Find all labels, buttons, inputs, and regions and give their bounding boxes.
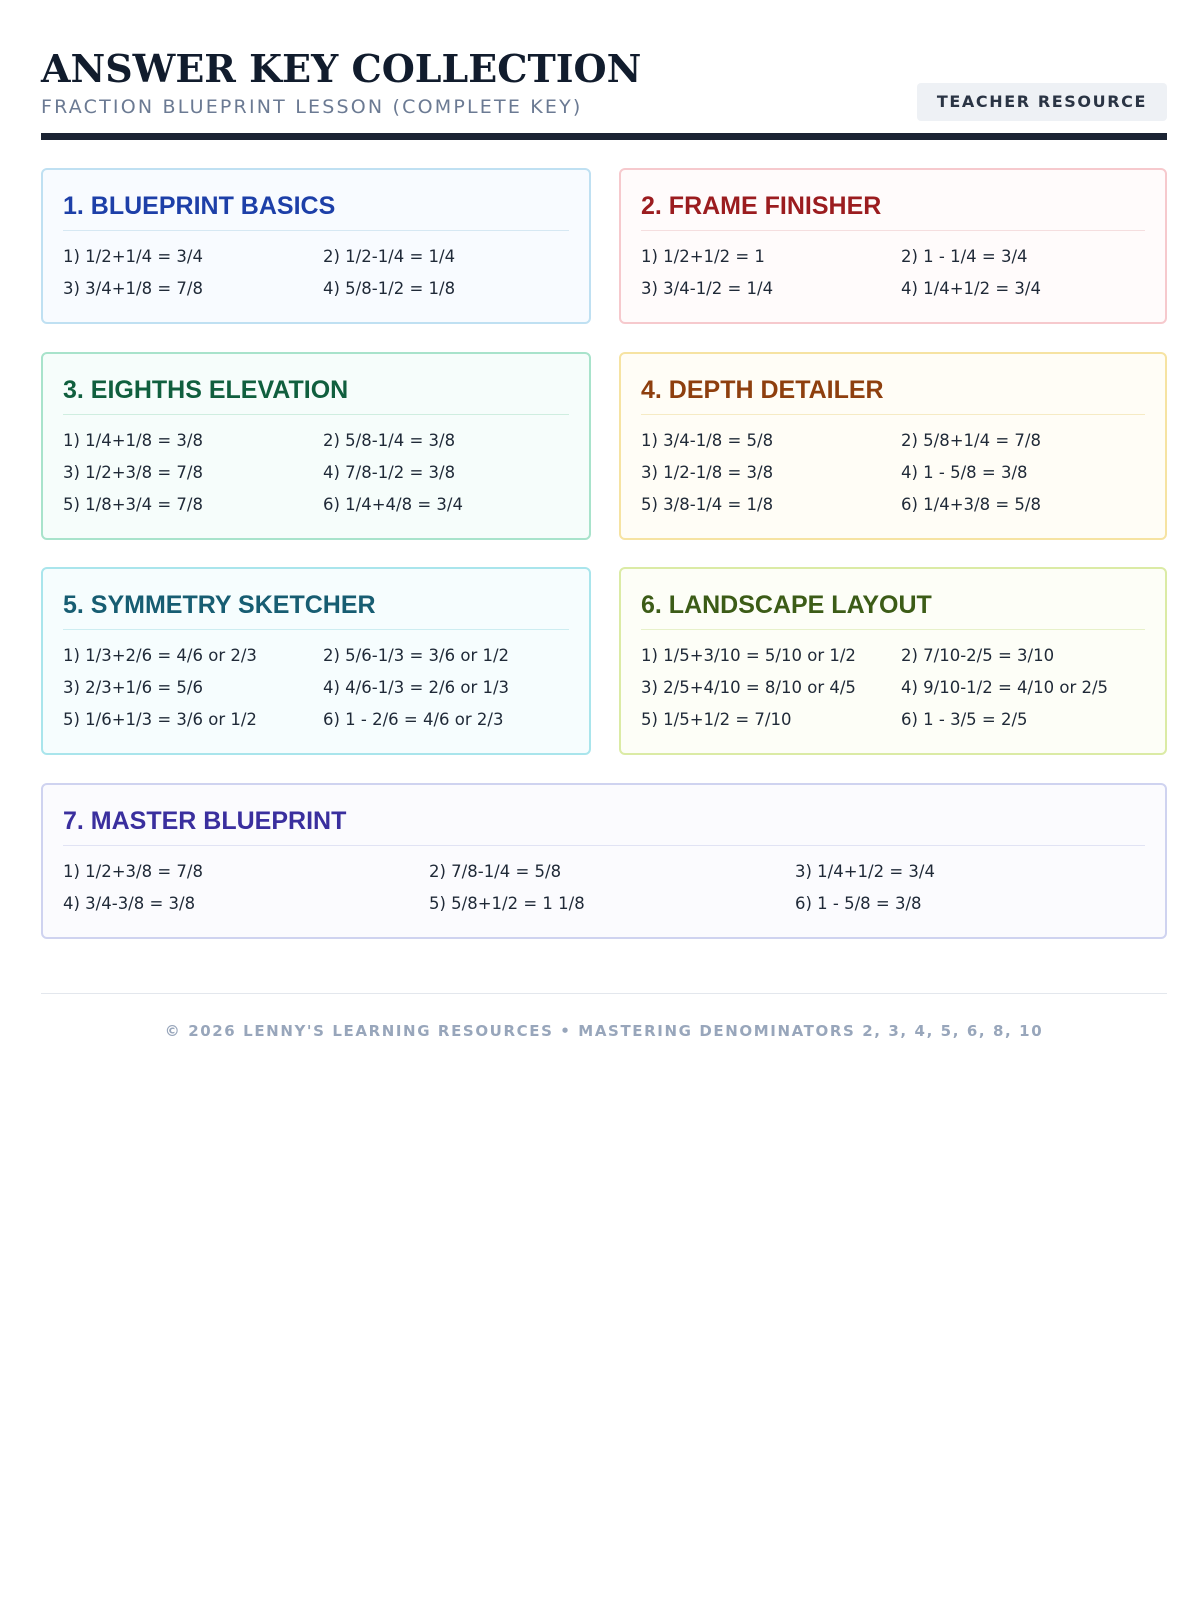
answer-item: 5) 1/5+1/2 = 7/10 [641,710,792,729]
section-title: 4. DEPTH DETAILER [641,376,884,404]
teacher-resource-badge: TEACHER RESOURCE [917,83,1167,121]
answer-item: 2) 7/8-1/4 = 5/8 [429,862,562,881]
section-title: 2. FRAME FINISHER [641,192,882,220]
answer-item: 4) 3/4-3/8 = 3/8 [63,894,196,913]
answer-item: 5) 1/6+1/3 = 3/6 or 1/2 [63,710,257,729]
page-header [41,0,1167,142]
answer-item: 2) 5/8+1/4 = 7/8 [901,431,1041,450]
answer-item: 1) 1/2+1/2 = 1 [641,247,765,266]
answer-item: 4) 7/8-1/2 = 3/8 [323,463,456,482]
answer-list [641,640,1145,736]
answer-item: 5) 3/8-1/4 = 1/8 [641,495,774,514]
section-title: 3. EIGHTHS ELEVATION [63,376,349,404]
page-subtitle: FRACTION BLUEPRINT LESSON (COMPLETE KEY) [41,96,583,118]
answer-list [63,856,1145,920]
answer-list [641,425,1145,521]
answer-item: 4) 9/10-1/2 = 4/10 or 2/5 [901,678,1109,697]
answer-item: 1) 1/5+3/10 = 5/10 or 1/2 [641,646,856,665]
section-card-depth-detailer [619,352,1167,540]
answer-item: 6) 1/4+3/8 = 5/8 [901,495,1041,514]
section-divider [641,629,1145,630]
section-title: 6. LANDSCAPE LAYOUT [641,591,932,619]
answer-item: 3) 3/4-1/2 = 1/4 [641,279,774,298]
answer-item: 1) 1/2+3/8 = 7/8 [63,862,203,881]
answer-item: 4) 1 - 5/8 = 3/8 [901,463,1028,482]
answer-item: 3) 2/3+1/6 = 5/6 [63,678,203,697]
answer-item: 1) 1/2+1/4 = 3/4 [63,247,203,266]
answer-item: 6) 1 - 3/5 = 2/5 [901,710,1028,729]
footer-divider [41,993,1167,994]
section-card-blueprint-basics [41,168,591,324]
answer-list [63,640,569,736]
section-title: 1. BLUEPRINT BASICS [63,192,336,220]
answer-list [63,241,569,305]
answer-item: 6) 1 - 2/6 = 4/6 or 2/3 [323,710,504,729]
answer-item: 4) 1/4+1/2 = 3/4 [901,279,1041,298]
answer-item: 3) 1/2+3/8 = 7/8 [63,463,203,482]
section-card-landscape-layout [619,567,1167,755]
answer-item: 1) 1/4+1/8 = 3/8 [63,431,203,450]
page-title: ANSWER KEY COLLECTION [41,46,642,91]
section-divider [63,230,569,231]
answer-item: 6) 1 - 5/8 = 3/8 [795,894,922,913]
footer-copyright: © 2026 LENNY'S LEARNING RESOURCES • MASTERING DENOMINATORS 2, 3, 4, 5, 6, 8, 10 [164,1022,1044,1040]
answer-item: 3) 1/2-1/8 = 3/8 [641,463,774,482]
answer-item: 2) 5/8-1/4 = 3/8 [323,431,456,450]
section-card-symmetry-sketcher [41,567,591,755]
answer-item: 1) 3/4-1/8 = 5/8 [641,431,774,450]
section-card-eighths-elevation [41,352,591,540]
answer-item: 6) 1/4+4/8 = 3/4 [323,495,463,514]
answer-list [641,241,1145,305]
section-divider [641,230,1145,231]
answer-list [63,425,569,521]
answer-item: 2) 1/2-1/4 = 1/4 [323,247,456,266]
answer-item: 2) 7/10-2/5 = 3/10 [901,646,1055,665]
answer-item: 2) 5/6-1/3 = 3/6 or 1/2 [323,646,510,665]
answer-item: 5) 1/8+3/4 = 7/8 [63,495,203,514]
answer-item: 4) 4/6-1/3 = 2/6 or 1/3 [323,678,510,697]
section-divider [63,414,569,415]
answer-item: 4) 5/8-1/2 = 1/8 [323,279,456,298]
answer-key-page [41,0,1167,1040]
answer-item: 5) 5/8+1/2 = 1 1/8 [429,894,585,913]
answer-item: 3) 2/5+4/10 = 8/10 or 4/5 [641,678,856,697]
section-title: 5. SYMMETRY SKETCHER [63,591,376,619]
answer-item: 3) 1/4+1/2 = 3/4 [795,862,935,881]
answer-item: 3) 3/4+1/8 = 7/8 [63,279,203,298]
section-title: 7. MASTER BLUEPRINT [63,807,347,835]
section-card-frame-finisher [619,168,1167,324]
section-divider [641,414,1145,415]
section-divider [63,845,1145,846]
answer-item: 2) 1 - 1/4 = 3/4 [901,247,1028,266]
section-card-master-blueprint [41,783,1167,939]
header-divider [41,133,1167,140]
answer-item: 1) 1/3+2/6 = 4/6 or 2/3 [63,646,257,665]
section-divider [63,629,569,630]
